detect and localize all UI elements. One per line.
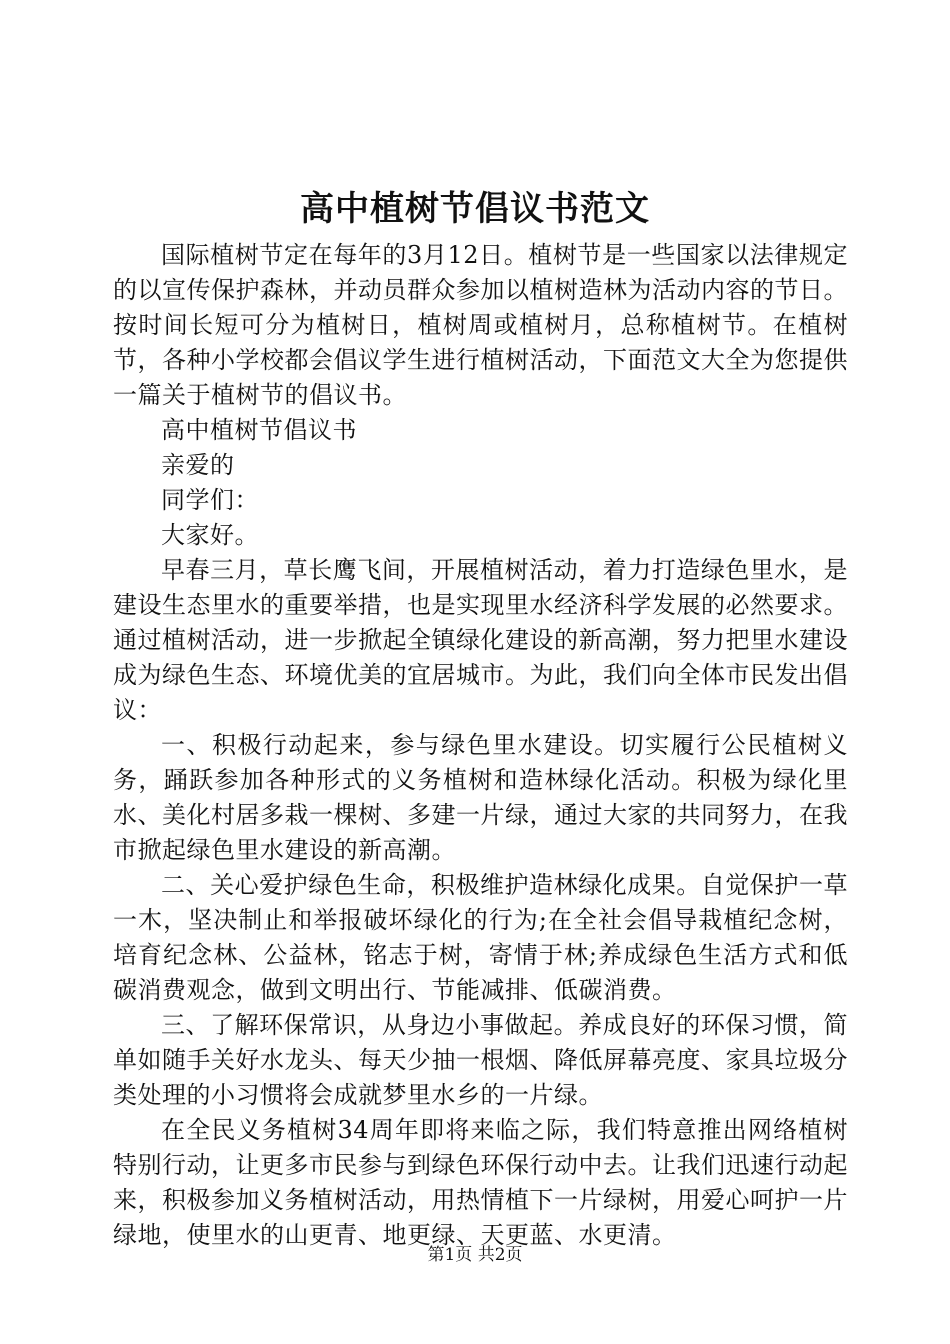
paragraph-salutation-1: 亲爱的 — [161, 451, 235, 479]
paragraph-spring: 早春三月，草长鹰飞间，开展植树活动，着力打造绿色里水，是建设生态里水的重要举措，也是实现里水经济科学发展的必然要求。通过植树活动，进一步掀起全镇绿化建设的新高潮，努力把里水建设成为绿色生态、环境优美的宜居城市。为此，我们向全体市民发出倡议： — [113, 556, 848, 724]
paragraph-closing: 在全民义务植树34周年即将来临之际，我们特意推出网络植树特别行动，让更多市民参与到绿色环保行动中去。让我们迅速行动起来，积极参加义务植树活动，用热情植下一片绿树，用爱心呵护一片绿地，使里水的山更青、地更绿、天更蓝、水更清。 — [113, 1116, 848, 1249]
page-number-footer: 第1页 共2页 — [427, 1245, 523, 1265]
document-title: 高中植树节倡议书范文 — [300, 189, 650, 229]
paragraph-salutation-2: 同学们： — [161, 486, 259, 514]
paragraph-point-3: 三、了解环保常识，从身边小事做起。养成良好的环保习惯，简单如随手关好水龙头、每天少抽一根烟、降低屏幕亮度、家具垃圾分类处理的小习惯将会成就梦里水乡的一片绿。 — [113, 1011, 848, 1109]
paragraph-intro: 国际植树节定在每年的3月12日。植树节是一些国家以法律规定的以宣传保护森林，并动员群众参加以植树造林为活动内容的节日。按时间长短可分为植树日，植树周或植树月，总称植树节。在植树节，各种小学校都会倡议学生进行植树活动，下面范文大全为您提供一篇关于植树节的倡议书。 — [113, 241, 848, 409]
document-body — [113, 238, 848, 1253]
paragraph-point-2: 二、关心爱护绿色生命，积极维护造林绿化成果。自觉保护一草一木，坚决制止和举报破坏绿化的行为;在全社会倡导栽植纪念树，培育纪念林、公益林，铭志于树，寄情于林;养成绿色生活方式和低碳消费观念，做到文明出行、节能减排、低碳消费。 — [113, 871, 848, 1004]
paragraph-greeting: 大家好。 — [161, 521, 259, 549]
paragraph-heading: 高中植树节倡议书 — [161, 416, 357, 444]
paragraph-point-1: 一、积极行动起来，参与绿色里水建设。切实履行公民植树义务，踊跃参加各种形式的义务植树和造林绿化活动。积极为绿化里水、美化村居多栽一棵树、多建一片绿，通过大家的共同努力，在我市掀起绿色里水建设的新高潮。 — [113, 731, 848, 864]
